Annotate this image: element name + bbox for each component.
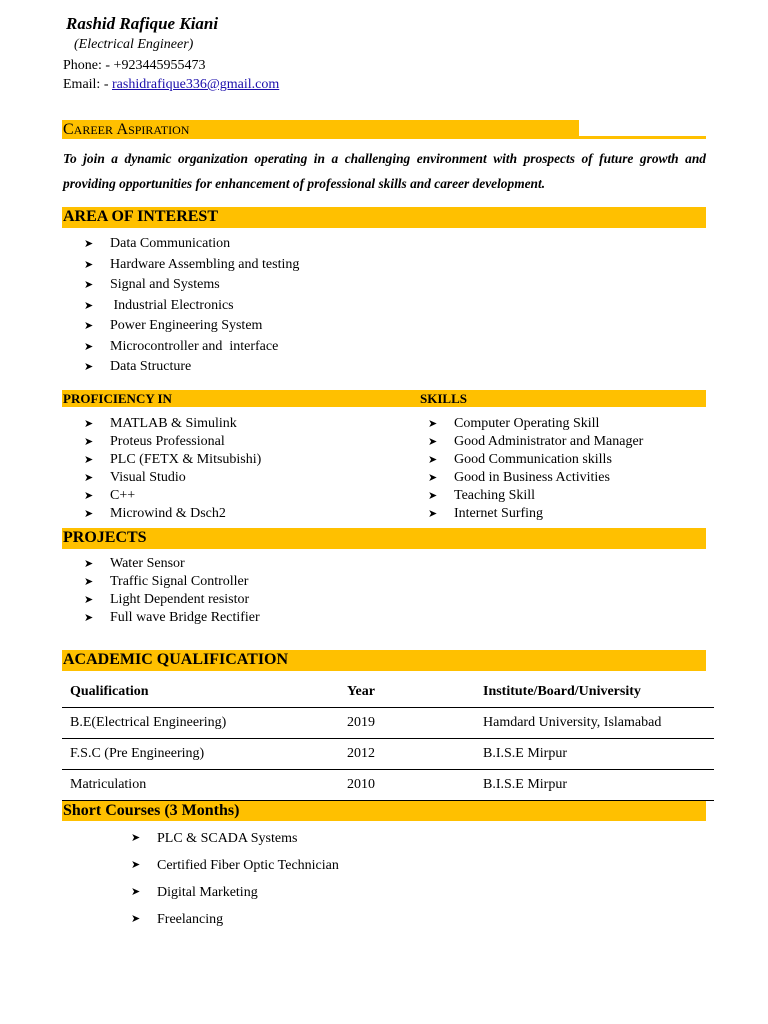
list-item: ➤ PLC (FETX & Mitsubishi) [84, 452, 262, 467]
career-aspiration-text: To join a dynamic organization operating in a challenging environment with prospects of future growth and providing opportunities for enhancement of professional skills and career development. [63, 151, 706, 191]
arrow-bullet-icon: ➤ [428, 472, 438, 484]
table-row [62, 770, 714, 801]
academic-table [62, 677, 714, 801]
list-item: ➤ C++ [84, 488, 136, 503]
arrow-bullet-icon: ➤ [84, 340, 94, 353]
list-item: ➤ Certified Fiber Optic Technician [131, 852, 339, 879]
career-heading: CAREER ASPIRATION [63, 121, 190, 138]
arrow-bullet-icon: ➤ [131, 832, 141, 844]
list-item: ➤ Power Engineering System [84, 316, 299, 337]
list-item: ➤ Light Dependent resistor [84, 592, 250, 607]
list-item: ➤ Signal and Systems [84, 275, 299, 296]
list-item: ➤ Hardware Assembling and testing [84, 255, 299, 276]
list-item: ➤ Data Communication [84, 234, 299, 255]
arrow-bullet-icon: ➤ [428, 490, 438, 502]
list-item: ➤ Freelancing [131, 906, 339, 933]
list-item: ➤ MATLAB & Simulink [84, 416, 237, 431]
table-cell: F.S.C (Pre Engineering) [62, 739, 339, 770]
arrow-bullet-icon: ➤ [428, 454, 438, 466]
arrow-bullet-icon: ➤ [84, 279, 94, 291]
column-header: Year [339, 677, 475, 708]
arrow-bullet-icon: ➤ [84, 238, 94, 250]
arrow-bullet-icon: ➤ [84, 594, 94, 606]
arrow-bullet-icon: ➤ [84, 320, 94, 332]
skills-list [428, 415, 643, 523]
arrow-bullet-icon: ➤ [84, 418, 94, 430]
arrow-bullet-icon: ➤ [84, 508, 94, 520]
list-item: ➤ PLC & SCADA Systems [131, 825, 339, 852]
list-item: ➤ Traffic Signal Controller [84, 574, 249, 589]
table-row [62, 708, 714, 739]
table-cell: 2012 [339, 739, 475, 770]
table-cell: B.I.S.E Mirpur [475, 770, 714, 801]
list-item: ➤ Good Communication skills [428, 452, 612, 467]
column-header: Institute/Board/University [475, 677, 714, 708]
proficiency-list [84, 415, 261, 523]
list-item: ➤ Visual Studio [84, 470, 186, 485]
proficiency-heading: PROFICIENCY IN [63, 391, 172, 406]
arrow-bullet-icon: ➤ [131, 859, 141, 871]
interest-list [84, 234, 299, 378]
list-item: ➤ Teaching Skill [428, 488, 536, 503]
arrow-bullet-icon: ➤ [84, 258, 94, 271]
arrow-bullet-icon: ➤ [84, 558, 94, 570]
list-item: ➤ Good in Business Activities [428, 470, 610, 485]
projects-heading-bar [62, 528, 706, 549]
phone-line: Phone: - +923445955473 [63, 58, 206, 73]
arrow-bullet-icon: ➤ [84, 299, 94, 312]
list-item: ➤ Data Structure [84, 357, 299, 378]
arrow-bullet-icon: ➤ [84, 436, 94, 448]
column-header: Qualification [62, 677, 339, 708]
arrow-bullet-icon: ➤ [84, 454, 94, 466]
interest-heading: AREA OF INTEREST [63, 208, 218, 225]
list-item: ➤ Computer Operating Skill [428, 416, 600, 431]
table-cell: B.E(Electrical Engineering) [62, 708, 339, 739]
list-item: ➤ Proteus Professional [84, 434, 225, 449]
candidate-name: Rashid Rafique Kiani [66, 14, 219, 33]
email-link[interactable]: rashidrafique336@gmail.com [112, 77, 280, 92]
email-line [63, 77, 279, 93]
arrow-bullet-icon: ➤ [84, 361, 94, 373]
list-item: ➤ Water Sensor [84, 556, 185, 571]
list-item: ➤ Microwind & Dsch2 [84, 506, 226, 521]
arrow-bullet-icon: ➤ [428, 418, 438, 430]
arrow-bullet-icon: ➤ [84, 472, 94, 484]
table-cell: 2019 [339, 708, 475, 739]
candidate-title: (Electrical Engineer) [74, 37, 194, 52]
list-item: ➤ Full wave Bridge Rectifier [84, 610, 260, 625]
skills-heading: SKILLS [420, 391, 467, 406]
courses-heading: Short Courses (3 Months) [63, 802, 240, 819]
email-label: Email: - [63, 77, 112, 92]
list-item: ➤ Internet Surfing [428, 506, 544, 521]
academic-heading: ACADEMIC QUALIFICATION [63, 651, 289, 668]
list-item: ➤ Industrial Electronics [84, 296, 299, 317]
list-item: ➤ Good Administrator and Manager [428, 434, 644, 449]
table-header-row [62, 677, 714, 708]
arrow-bullet-icon: ➤ [84, 576, 94, 588]
list-item: ➤ Microcontroller and interface [84, 337, 299, 358]
projects-heading: PROJECTS [63, 529, 147, 546]
arrow-bullet-icon: ➤ [131, 913, 141, 925]
arrow-bullet-icon: ➤ [428, 508, 438, 520]
arrow-bullet-icon: ➤ [428, 436, 438, 448]
table-cell: B.I.S.E Mirpur [475, 739, 714, 770]
table-cell: Hamdard University, Islamabad [475, 708, 714, 739]
table-cell: Matriculation [62, 770, 339, 801]
projects-list [84, 555, 260, 627]
table-row [62, 739, 714, 770]
arrow-bullet-icon: ➤ [84, 612, 94, 624]
list-item: ➤ Digital Marketing [131, 879, 339, 906]
arrow-bullet-icon: ➤ [84, 490, 94, 502]
arrow-bullet-icon: ➤ [131, 886, 141, 898]
courses-list [131, 825, 339, 933]
table-cell: 2010 [339, 770, 475, 801]
